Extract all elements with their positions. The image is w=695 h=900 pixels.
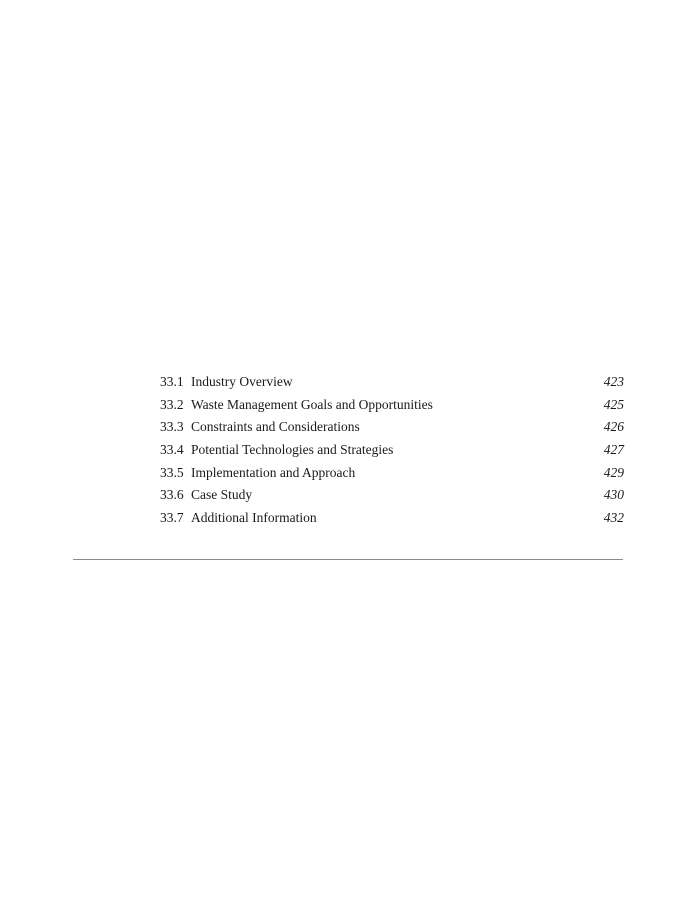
toc-entry-number: 33.2 — [160, 396, 184, 412]
toc-entry[interactable] — [160, 439, 624, 462]
toc-entry-page: 425 — [603, 396, 624, 412]
toc-entry-page: 430 — [603, 487, 624, 503]
toc-entry-page: 429 — [603, 464, 624, 480]
toc-entry-number: 33.7 — [160, 510, 184, 526]
toc-entry[interactable] — [160, 462, 624, 485]
toc-entry[interactable] — [160, 484, 624, 507]
toc-entry-number: 33.1 — [160, 374, 184, 389]
horizontal-divider — [73, 559, 623, 560]
toc-entry-number: 33.5 — [160, 464, 184, 480]
toc-entry-page: 426 — [603, 419, 624, 435]
toc-entry-title: Potential Technologies and Strategies — [191, 442, 394, 458]
toc-entry-title: Waste Management Goals and Opportunities — [191, 396, 433, 412]
toc-entry-title: Additional Information — [191, 510, 317, 526]
toc-entry-heading — [160, 416, 360, 439]
toc-entry[interactable] — [160, 416, 624, 439]
toc-entry-page: 427 — [603, 442, 624, 458]
toc-entry-number: 33.3 — [160, 419, 184, 435]
table-of-contents — [160, 371, 624, 530]
toc-entry-number: 33.4 — [160, 442, 184, 458]
toc-entry-heading — [160, 462, 355, 485]
toc-entry-heading — [160, 371, 293, 394]
toc-entry-heading — [160, 394, 433, 417]
toc-entry[interactable] — [160, 371, 624, 394]
toc-entry-heading — [160, 439, 393, 462]
toc-entry-title: Implementation and Approach — [191, 464, 356, 480]
toc-entry-page: 432 — [603, 510, 624, 526]
toc-entry-title: Industry Overview — [191, 374, 293, 389]
toc-entry-page: 423 — [603, 374, 624, 389]
toc-entry-number: 33.6 — [160, 487, 184, 503]
toc-entry-title: Constraints and Considerations — [191, 419, 360, 435]
toc-entry[interactable] — [160, 507, 624, 530]
toc-entry-heading — [160, 484, 252, 507]
toc-entry[interactable] — [160, 394, 624, 417]
toc-entry-heading — [160, 507, 317, 530]
toc-entry-title: Case Study — [191, 487, 253, 503]
